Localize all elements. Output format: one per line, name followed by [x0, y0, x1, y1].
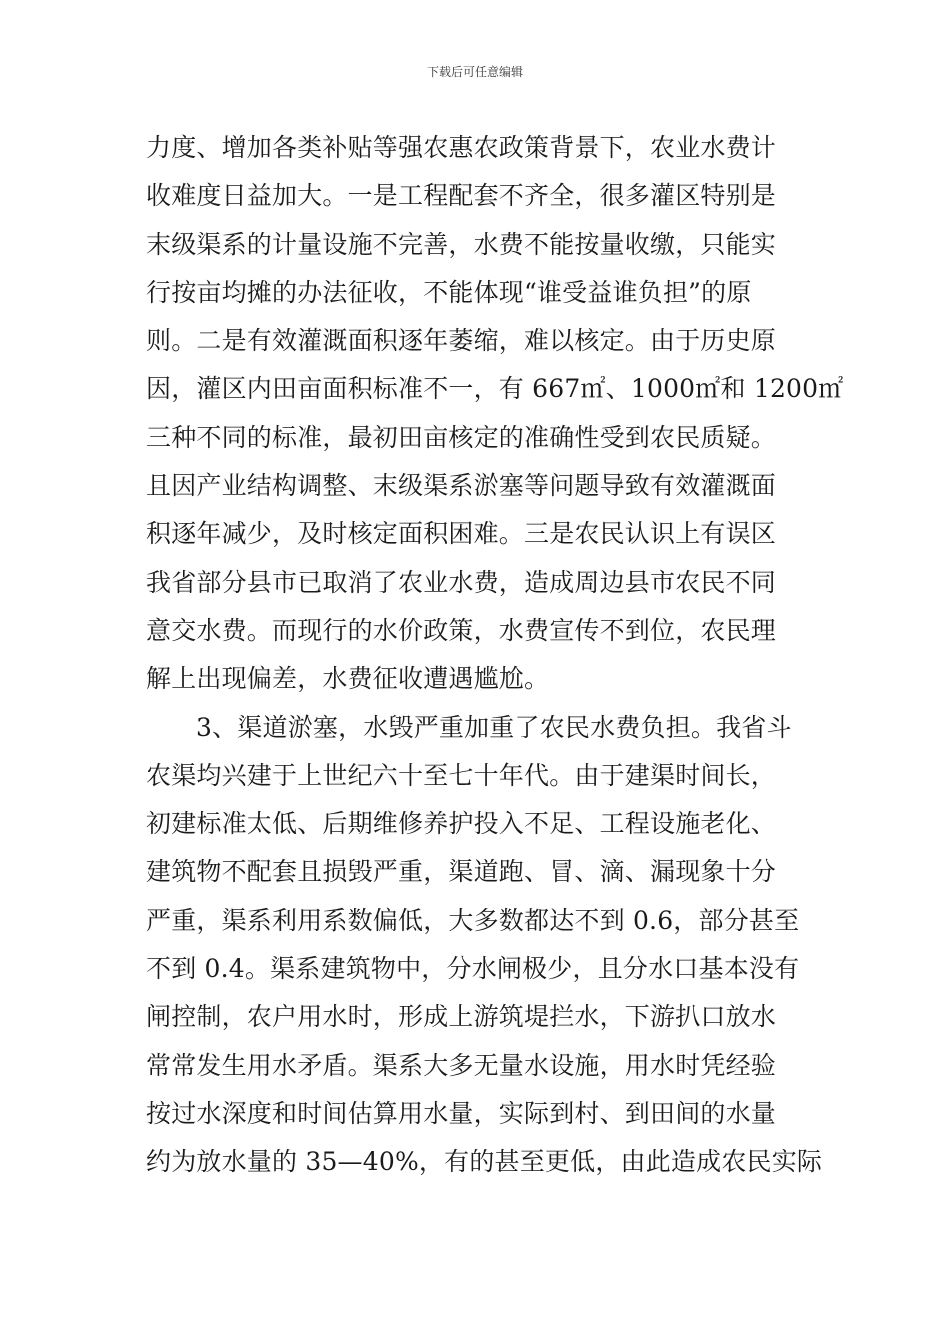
text-line: 末级渠系的计量设施不完善，水费不能按量收缴，只能实 [146, 229, 777, 259]
text-line: 约为放水量的 35—40%，有的甚至更低，由此造成农民实际 [146, 1147, 823, 1177]
text-line: 积逐年减少，及时核定面积困难。三是农民认识上有误区 [146, 519, 777, 549]
text-line: 解上出现偏差，水费征收遭遇尴尬。 [146, 664, 550, 694]
text-line: 初建标准太低、后期维修养护投入不足、工程设施老化、 [146, 809, 777, 839]
text-line: 3、渠道淤塞，水毁严重加重了农民水费负担。我省斗 [196, 712, 792, 742]
text-line: 闸控制，农户用水时，形成上游筑堤拦水，下游扒口放水 [146, 1002, 777, 1032]
text-line: 建筑物不配套且损毁严重，渠道跑、冒、滴、漏现象十分 [146, 857, 777, 887]
text-line: 力度、增加各类补贴等强农惠农政策背景下，农业水费计 [146, 133, 777, 162]
text-line: 因，灌区内田亩面积标准不一，有 667㎡、1000㎡和 1200㎡ [146, 374, 844, 404]
text-line: 农渠均兴建于上世纪六十至七十年代。由于建渠时间长， [146, 760, 777, 790]
page-header: 下载后可任意编辑 [426, 65, 523, 79]
text-line: 按过水深度和时间估算用水量，实际到村、到田间的水量 [146, 1098, 777, 1128]
text-line: 三种不同的标准，最初田亩核定的准确性受到农民质疑。 [146, 422, 777, 452]
text-line: 不到 0.4。渠系建筑物中，分水闸极少，且分水口基本没有 [146, 954, 800, 984]
paragraph-2 [146, 704, 823, 1187]
text-line: 意交水费。而现行的水价政策，水费宣传不到位，农民理 [146, 615, 777, 645]
text-line: 收难度日益加大。一是工程配套不齐全，很多灌区特别是 [146, 181, 777, 211]
document-body [146, 124, 844, 1187]
text-line: 则。二是有效灌溉面积逐年萎缩，难以核定。由于历史原 [146, 326, 777, 356]
text-line: 且因产业结构调整、末级渠系淤塞等问题导致有效灌溉面 [146, 471, 777, 501]
text-line: 我省部分县市已取消了农业水费，造成周边县市农民不同 [146, 567, 777, 597]
text-line: 常常发生用水矛盾。渠系大多无量水设施，用水时凭经验 [146, 1050, 777, 1080]
text-line: 行按亩均摊的办法征收，不能体现“谁受益谁负担”的原 [146, 277, 752, 307]
text-line: 严重，渠系利用系数偏低，大多数都达不到 0.6，部分甚至 [146, 905, 800, 935]
paragraph-1 [146, 124, 844, 704]
